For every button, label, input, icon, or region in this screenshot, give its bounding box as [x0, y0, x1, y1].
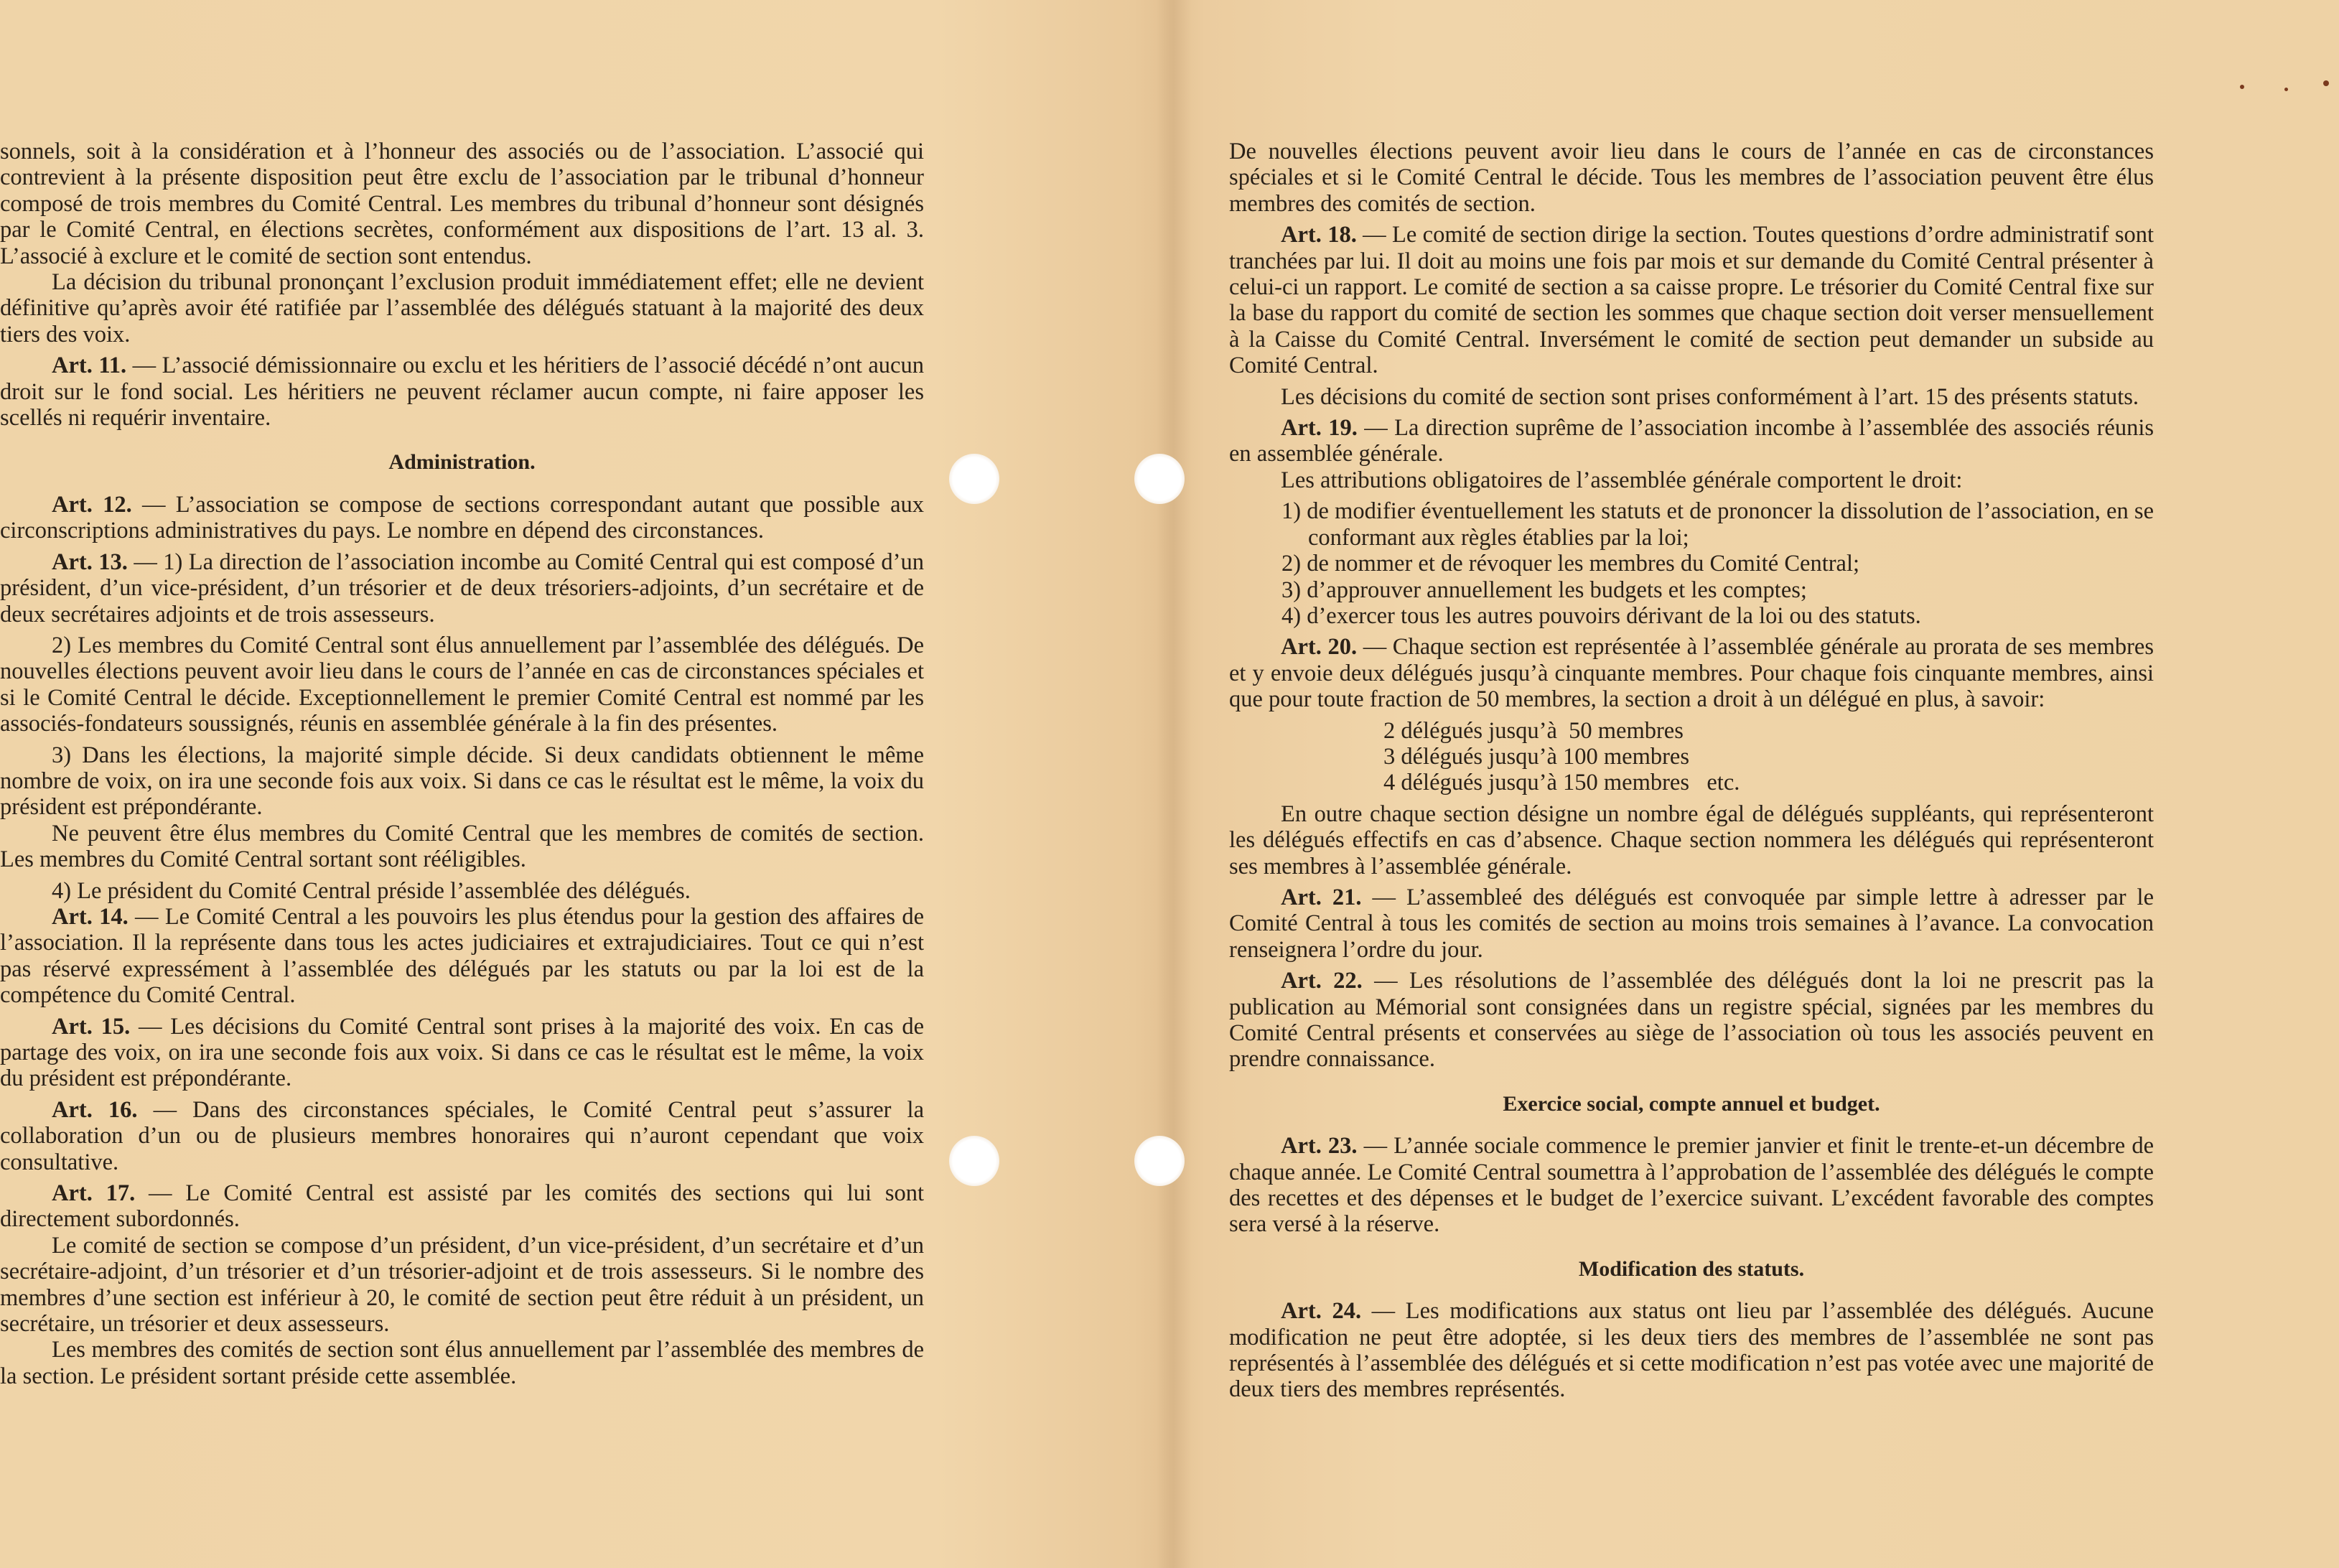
- punch-hole-icon: [949, 454, 999, 504]
- delegate-table-row: 2 délégués jusqu’à 50 membres: [1383, 717, 1684, 744]
- paragraph: En outre chaque section désigne un nombre égal de délégués suppléants, qui représenteront les délégués effectifs en cas d’absence. Chaque section nommera les délégués qui représenteront ses membres à l’assemblée générale.: [1229, 801, 2154, 879]
- article-text: — L’année sociale commence le premier janvier et finit le trente-et-un décembre de chaque année. Le Comité Central soumettra à l’approbation de l’assemblée des délégués le compte des recettes et des dépenses et le budget de l’exercice suivant. L’excédent favorable des comptes sera versé à la réserve.: [1229, 1133, 2154, 1238]
- article-20: [1229, 634, 2154, 712]
- article-12: [0, 492, 924, 544]
- list-item: 4) d’exercer tous les autres pouvoirs dérivant de la loi ou des statuts.: [1281, 602, 1921, 629]
- paragraph: sonnels, soit à la considération et à l’honneur des associés ou de l’association. L’associé qui contrevient à la présente disposition peut être exclu de l’association par le tribunal d’honneur composé de trois membres du Comité Central. Les membres du tribunal d’honneur sont désignés par le Comité Central, en élections secrètes, conformément aux dispositions de l’art. 13 al. 3. L’associé à exclure et le comité de section sont entendus.: [0, 139, 924, 269]
- article-label: Art. 13.: [52, 549, 128, 575]
- article-14: [0, 904, 924, 1009]
- article-label: Art. 14.: [52, 903, 129, 930]
- article-label: Art. 12.: [52, 491, 132, 518]
- article-15: [0, 1014, 924, 1092]
- list-item: 2) de nommer et de révoquer les membres du Comité Central;: [1281, 551, 1860, 577]
- article-text: — L’associé démissionnaire ou exclu et les héritiers de l’associé décédé n’ont aucun droit sur le fond social. Les héritiers ne peuvent réclamer aucun compte, ni faire apposer les scellés ni requérir inventaire.: [0, 353, 924, 431]
- article-23: [1229, 1133, 2154, 1238]
- paragraph: 4) Le président du Comité Central préside l’assemblée des délégués.: [52, 877, 691, 904]
- paragraph: 2) Les membres du Comité Central sont élus annuellement par l’assemblée des délégués. De nouvelles élections peuvent avoir lieu dans le cours de l’année en cas de circonstances spéciales et si le Comité Central le décide. Exceptionnellement le premier Comité Central est nommé par les associés-fondateurs soussignés, réunis en assemblée générale à la fin des présentes.: [0, 632, 924, 737]
- article-text: — Le comité de section dirige la section. Toutes questions d’ordre administratif sont tranchées par lui. Il doit au moins une fois par mois et sur demande du Comité Central présenter à celui-ci un rapport. Le comité de section a sa caisse propre. Le trésorier du Comité Central fixe sur la base du rapport du comité de section les sommes que chaque section doit verser mensuellement à la Caisse du Comité Central. Inversément le comité de section peut demander un subside au Comité Central.: [1229, 222, 2154, 379]
- list-item: 3) d’approuver annuellement les budgets et les comptes;: [1281, 577, 1807, 603]
- article-label: Art. 23.: [1281, 1133, 1358, 1159]
- article-label: Art. 18.: [1281, 222, 1357, 248]
- article-text: — 1) La direction de l’association incombe au Comité Central qui est composé d’un président, d’un vice-président, d’un trésorier et de deux trésoriers-adjoints, d’un secrétaire et de deux secrétaires adjoints et de trois assesseurs.: [0, 549, 924, 627]
- article-19: [1229, 415, 2154, 467]
- article-text: — Dans des circonstances spéciales, le Comité Central peut s’assurer la collaboration d’un ou de plusieurs membres honoraires qui n’auront cependant que voix consultative.: [0, 1096, 924, 1175]
- section-heading-modification: Modification des statuts.: [1578, 1256, 1805, 1281]
- article-label: Art. 17.: [52, 1180, 136, 1207]
- left-page-column: [0, 139, 924, 1389]
- article-text: — Chaque section est représentée à l’assemblée générale au prorata de ses membres et y envoie deux délégués jusqu’à cinquante membres. Pour chaque fois cinquante membres, ainsi que pour toute fraction de 50 membres, la section a droit à un délégué en plus, à savoir:: [1229, 634, 2154, 713]
- delegate-table-row: 4 délégués jusqu’à 150 membres etc.: [1383, 770, 1740, 796]
- article-17: [0, 1180, 924, 1233]
- delegate-table-row: 3 délégués jusqu’à 100 membres: [1383, 743, 1690, 770]
- article-label: Art. 21.: [1281, 884, 1362, 910]
- article-16: [0, 1097, 924, 1175]
- punch-hole-icon: [1134, 1136, 1185, 1186]
- article-24: [1229, 1298, 2154, 1403]
- punch-hole-icon: [949, 1136, 999, 1186]
- article-label: Art. 24.: [1281, 1298, 1362, 1325]
- paragraph: Les attributions obligatoires de l’assemblée générale comportent le droit:: [1281, 467, 1963, 493]
- paragraph: Les membres des comités de section sont élus annuellement par l’assemblée des membres de la section. Le président sortant préside cette assemblée.: [0, 1337, 924, 1389]
- section-heading-exercice: Exercice social, compte annuel et budget.: [1503, 1091, 1880, 1116]
- paragraph: Les décisions du comité de section sont prises conformément à l’art. 15 des présents statuts.: [1281, 383, 2139, 410]
- list-item: 1) de modifier éventuellement les statuts et de prononcer la dissolution de l’association, en se conformant aux règles établies par la loi;: [1281, 498, 2154, 551]
- article-13: [0, 549, 924, 627]
- article-18: [1229, 222, 2154, 378]
- article-text: — L’assembleé des délégués est convoquée par simple lettre à adresser par le Comité Central à tous les comités de section au moins trois semaines à l’avance. La convocation renseignera l’ordre du jour.: [1229, 884, 2154, 963]
- article-text: — Le Comité Central est assisté par les comités des sections qui lui sont directement subordonnés.: [0, 1180, 924, 1233]
- article-label: Art. 19.: [1281, 415, 1358, 442]
- article-label: Art. 16.: [52, 1096, 138, 1123]
- paragraph: Le comité de section se compose d’un président, d’un vice-président, d’un secrétaire et d’un secrétaire-adjoint, d’un trésorier et d’un trésorier-adjoint et de trois assesseurs. Si le nombre des membres d’une section est inférieur à 20, le comité de section peut être réduit à un président, un secrétaire, un trésorier et deux assesseurs.: [0, 1232, 924, 1338]
- article-text: — Les résolutions de l’assemblée des délégués dont la loi ne prescrit pas la publication au Mémorial sont consignées dans un registre spécial, signées par les membres du Comité Central présents et conservées au siège de l’association où tous les associés peuvent en prendre connaissance.: [1229, 968, 2154, 1073]
- article-21: [1229, 885, 2154, 963]
- paragraph: Ne peuvent être élus membres du Comité Central que les membres de comités de section. Les membres du Comité Central sortant sont rééligibles.: [0, 820, 924, 873]
- section-heading-administration: Administration.: [388, 450, 536, 475]
- article-text: — Le Comité Central a les pouvoirs les plus étendus pour la gestion des affaires de l’association. Il la représente dans tous les actes judiciaires et extrajudiciaires. Tout ce qui n’est pas réservé expressément à l’assemblée des délégués par les statuts ou par la loi est de la compétence du Comité Central.: [0, 903, 925, 1009]
- article-11: [0, 353, 924, 431]
- article-text: — Les décisions du Comité Central sont prises à la majorité des voix. En cas de partage des voix, on ira une seconde fois aux voix. Si dans ce cas le résultat est le même, la voix du président est prépondérante.: [0, 1013, 925, 1092]
- article-text: — La direction suprême de l’association incombe à l’assemblée des associés réunis en assemblée générale.: [1229, 415, 2154, 467]
- paragraph: 3) Dans les élections, la majorité simple décide. Si deux candidats obtiennent le même nombre de voix, on ira une seconde fois aux voix. Si dans ce cas le résultat est le même, la voix du président est prépondérante.: [0, 742, 924, 821]
- article-label: Art. 15.: [52, 1013, 131, 1040]
- right-page-column: [1229, 139, 2154, 1403]
- article-text: — L’association se compose de sections correspondant autant que possible aux circonscriptions administratives du pays. Le nombre en dépend des circonstances.: [0, 491, 925, 544]
- ink-speck-icon: [2323, 80, 2329, 86]
- article-label: Art. 11.: [52, 353, 127, 379]
- paragraph: De nouvelles élections peuvent avoir lieu dans le cours de l’année en cas de circonstances spéciales et si le Comité Central le décide. Tous les membres de l’association peuvent être élus membres des comités de section.: [1229, 139, 2154, 217]
- article-label: Art. 20.: [1281, 634, 1358, 661]
- article-label: Art. 22.: [1281, 968, 1363, 994]
- article-text: — Les modifications aux status ont lieu par l’assemblée des délégués. Aucune modification ne peut être adoptée, si les deux tiers des membres de l’assemblée ne sont pas représentés à l’assemblée des délégués et si cette modification n’est pas votée avec une majorité de deux tiers des membres représentés.: [1229, 1298, 2154, 1403]
- ink-speck-icon: [2240, 85, 2244, 89]
- ink-speck-icon: [2284, 88, 2288, 91]
- paragraph: La décision du tribunal prononçant l’exclusion produit immédiatement effet; elle ne devient définitive qu’après avoir été ratifiée par l’assemblée des délégués statuant à la majorité des deux tiers des voix.: [0, 269, 924, 347]
- center-fold: [1156, 0, 1192, 1568]
- article-22: [1229, 968, 2154, 1073]
- punch-hole-icon: [1134, 454, 1185, 504]
